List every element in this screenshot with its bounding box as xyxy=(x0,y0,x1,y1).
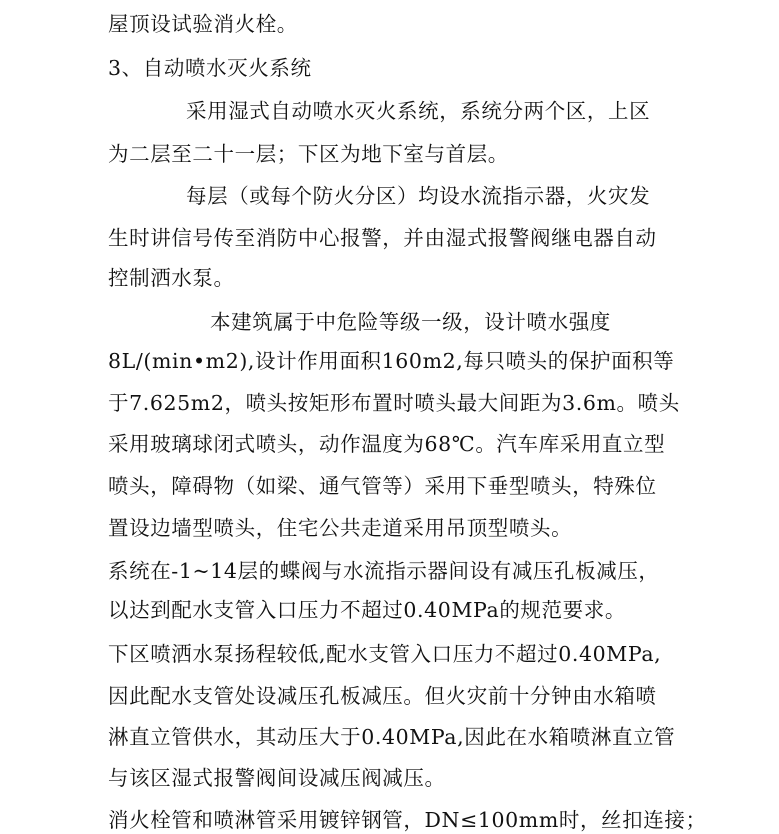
text-line: 置设边墙型喷头，住宅公共走道采用吊顶型喷头。 xyxy=(108,516,573,540)
text-line: 为二层至二十一层；下区为地下室与首层。 xyxy=(108,142,509,166)
text-line: 本建筑属于中危险等级一级，设计喷水强度 xyxy=(210,310,611,334)
text-line: 屋顶设试验消火栓。 xyxy=(108,12,298,36)
text-line: 因此配水支管处设减压孔板减压。但火灾前十分钟由水箱喷 xyxy=(108,684,657,708)
text-line: 采用玻璃球闭式喷头，动作温度为68℃。汽车库采用直立型 xyxy=(108,432,666,456)
section-heading: 3、自动喷水灭火系统 xyxy=(108,56,312,80)
text-line: 淋直立管供水，其动压大于0.40MPa,因此在水箱喷淋直立管 xyxy=(108,725,676,749)
text-line: 消火栓管和喷淋管采用镀锌钢管，DN≤100mm时，丝扣连接； xyxy=(108,808,707,832)
text-line: 与该区湿式报警阀间设减压阀减压。 xyxy=(108,766,446,790)
text-line: 喷头，障碍物（如梁、通气管等）采用下垂型喷头，特殊位 xyxy=(108,474,657,498)
text-line: 系统在-1~14层的蝶阀与水流指示器间设有减压孔板减压， xyxy=(108,559,660,583)
text-line: 每层（或每个防火分区）均设水流指示器，火灾发 xyxy=(186,184,651,208)
text-line: 控制洒水泵。 xyxy=(108,266,235,290)
text-line: 生时讲信号传至消防中心报警，并由湿式报警阀继电器自动 xyxy=(108,226,657,250)
text-line: 于7.625m2，喷头按矩形布置时喷头最大间距为3.6m。喷头 xyxy=(108,391,680,415)
text-line: 8L/(min•m2),设计作用面积160m2,每只喷头的保护面积等 xyxy=(108,349,675,373)
text-line: 以达到配水支管入口压力不超过0.40MPa的规范要求。 xyxy=(108,598,626,622)
text-line: 采用湿式自动喷水灭火系统，系统分两个区，上区 xyxy=(186,99,651,123)
text-line: 下区喷洒水泵扬程较低,配水支管入口压力不超过0.40MPa, xyxy=(108,642,662,666)
